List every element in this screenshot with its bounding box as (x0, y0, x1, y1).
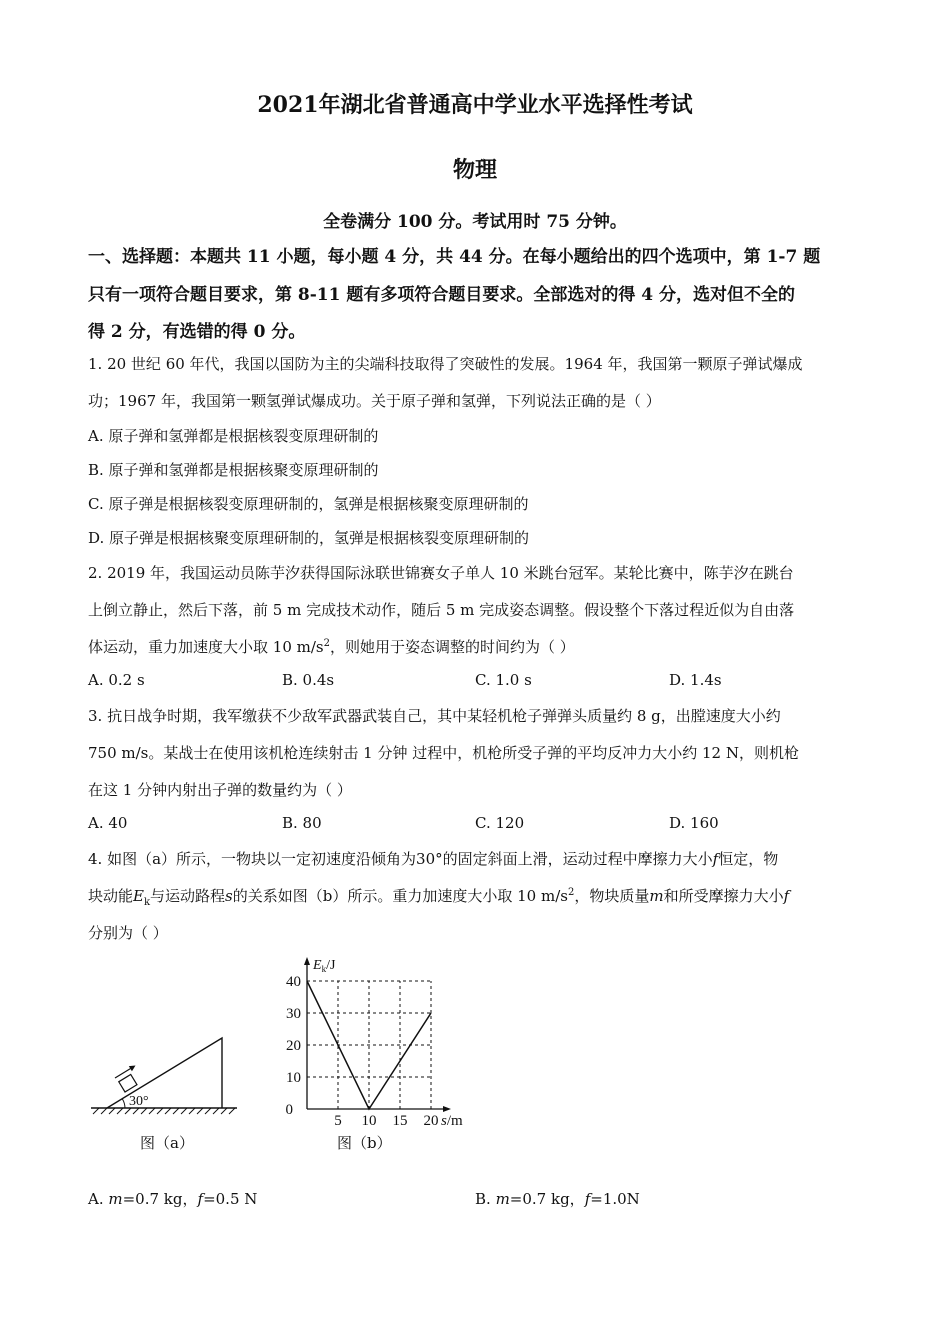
q2-stem-line2: 上倒立静止，然后下落，前 5 m 完成技术动作，随后 5 m 完成姿态调整。假设整个下落过程近似为自由落 (88, 601, 795, 619)
q4-b-mval: =0.7 kg， (509, 1190, 585, 1208)
q4-a-mval: =0.7 kg， (122, 1190, 198, 1208)
q4-option-a (88, 1188, 257, 1209)
q4-b-f: f (584, 1190, 591, 1208)
q1-option-b: B. 原子弹和氢弹都是根据核聚变原理研制的 (88, 461, 379, 479)
y-tick-label-40: 40 (286, 974, 301, 990)
q4-l2-s: s (225, 887, 233, 905)
q3-stem-line2: 750 m/s。某战士在使用该机枪连续射击 1 分钟 过程中，机枪所受子弹的平均反冲力大小约 12 N，则机枪 (88, 744, 799, 762)
figure-b-chart (270, 948, 480, 1133)
q4-l2-b: 与运动路程 (150, 887, 226, 905)
q4-a-f: f (197, 1190, 204, 1208)
section-instructions-line3: 得 2 分，有选错的得 0 分。 (88, 322, 306, 342)
q3-option-a: A. 40 (88, 814, 128, 832)
q4-l2-k: k (143, 897, 151, 908)
x-axis-arrow-icon (443, 1106, 451, 1112)
angle-arc (122, 1099, 125, 1108)
section-instructions-line1: 一、选择题：本题共 11 小题，每小题 4 分，共 44 分。在每小题给出的四个选项中，第 1-7 题 (88, 247, 821, 267)
q4-a-m: m (108, 1190, 123, 1208)
section-instructions-line2: 只有一项符合题目要求，第 8-11 题有多项符合题目要求。全部选对的得 4 分，选对但不全的 (88, 285, 796, 305)
q4-stem-line2 (88, 885, 789, 908)
q3-stem-line3: 在这 1 分钟内射出子弹的数量约为（ ） (88, 781, 352, 799)
q4-l2-f: f (783, 887, 790, 905)
q2-option-a: A. 0.2 s (88, 671, 145, 689)
q1-option-a: A. 原子弹和氢弹都是根据核裂变原理研制的 (88, 427, 379, 445)
q4-l2-m: m (649, 887, 664, 905)
q4-l1-angle: 30° (416, 850, 443, 868)
q2-stem-line1: 2. 2019 年，我国运动员陈芋汐获得国际泳联世锦赛女子单人 10 米跳台冠军。某轮比赛中，陈芋汐在跳台 (88, 564, 794, 582)
y-axis-arrow-icon (304, 957, 310, 965)
q1-stem-line2: 功；1967 年，我国第一颗氢弹试爆成功。关于原子弹和氢弹，下列说法正确的是（ ） (88, 392, 661, 410)
q4-l2-c: 的关系如图（b）所示。重力加速度大小取 10 m/s (232, 887, 568, 905)
subject-title: 物理 (452, 157, 497, 183)
q2-option-d: D. 1.4s (669, 671, 722, 689)
q2-line3-text-a: 体运动，重力加速度大小取 10 m/s (88, 638, 324, 656)
q2-line3-sup: 2 (323, 638, 330, 649)
q1-stem-line1: 1. 20 世纪 60 年代，我国以国防为主的尖端科技取得了突破性的发展。1964 年，我国第一颗原子弹试爆成 (88, 355, 803, 373)
x-tick-label-5: 5 (334, 1113, 342, 1129)
x-tick-label-20: 20 (423, 1113, 439, 1129)
x-tick-label-15: 15 (392, 1113, 408, 1129)
figure-a-incline (85, 1030, 245, 1120)
q4-l2-d: ，物块质量 (574, 887, 650, 905)
q4-b-fval: =1.0N (590, 1190, 640, 1208)
y-axis-label: $E_k/J$ (313, 958, 336, 974)
ground-hatch (93, 1108, 235, 1114)
q4-l2-a: 块动能 (88, 887, 134, 905)
q1-option-d: D. 原子弹是根据核聚变原理研制的，氢弹是根据核裂变原理研制的 (88, 529, 530, 547)
block-icon (119, 1074, 137, 1092)
chart-axes (304, 957, 451, 1112)
q3-stem-line1: 3. 抗日战争时期，我军缴获不少敌军武器武装自己，其中某轻机枪子弹弹头质量约 8 g，出膛速度大小约 (88, 707, 781, 725)
x-axis-label: s/m (441, 1113, 463, 1129)
score-line: 全卷满分 100 分。考试用时 75 分钟。 (323, 212, 627, 232)
q4-stem-line3: 分别为（ ） (88, 924, 168, 942)
q4-a-prefix: A. (88, 1190, 109, 1208)
y-tick-label-10: 10 (286, 1070, 301, 1086)
q4-option-b (475, 1188, 640, 1209)
q4-l2-E: E (133, 887, 144, 905)
q4-l1-a: 4. 如图（a）所示，一物块以一定初速度沿倾角为 (88, 850, 417, 868)
q1-option-c: C. 原子弹是根据核裂变原理研制的，氢弹是根据核聚变原理研制的 (88, 495, 529, 513)
q4-a-fval: =0.5 N (203, 1190, 258, 1208)
q4-l1-c: 恒定，物 (718, 850, 779, 868)
origin-label: 0 (285, 1102, 293, 1118)
q2-line3-text-b: ，则她用于姿态调整的时间约为（ ） (329, 638, 575, 656)
q2-option-b: B. 0.4s (282, 671, 335, 689)
y-tick-label-30: 30 (286, 1006, 301, 1022)
q4-l2-sup: 2 (567, 887, 575, 898)
q4-l2-e: 和所受摩擦力大小 (663, 887, 784, 905)
y-tick-label-20: 20 (286, 1038, 301, 1054)
q4-l1-b: 的固定斜面上滑，运动过程中摩擦力大小 (442, 850, 713, 868)
figure-a-caption: 图（a） (140, 1134, 194, 1152)
q2-option-c: C. 1.0 s (475, 671, 532, 689)
chart-grid (307, 981, 431, 1109)
x-tick-label-10: 10 (361, 1113, 377, 1129)
q4-l1-f: f (712, 850, 719, 868)
q4-stem-line1 (88, 848, 778, 869)
q2-stem-line3 (88, 636, 575, 657)
q3-option-c: C. 120 (475, 814, 525, 832)
q4-b-prefix: B. (475, 1190, 496, 1208)
figure-b-caption: 图（b） (337, 1134, 392, 1152)
exam-title: 2021年湖北省普通高中学业水平选择性考试 (257, 92, 693, 118)
q4-b-m: m (495, 1190, 510, 1208)
angle-label: 30° (129, 1094, 149, 1109)
chart-labels (286, 958, 464, 1129)
q3-option-d: D. 160 (669, 814, 719, 832)
q3-option-b: B. 80 (282, 814, 322, 832)
